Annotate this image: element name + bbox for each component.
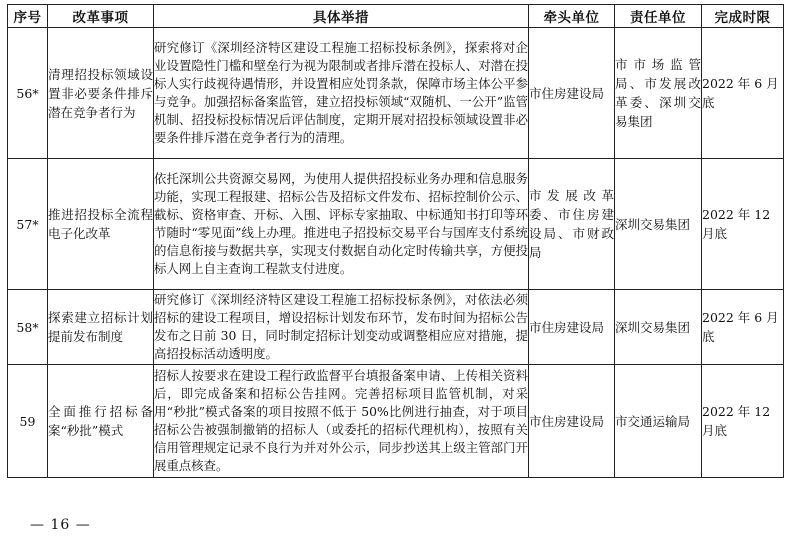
responsible-unit: 市交通运输局	[615, 365, 702, 478]
header-responsible: 责任单位	[615, 5, 702, 28]
row-number: 56*	[8, 28, 48, 159]
lead-unit: 市住房建设局	[529, 28, 615, 159]
deadline: 2022 年 12 月底	[702, 365, 784, 478]
specific-measure: 研究修订《深圳经济特区建设工程施工招标投标条例》，探索将对企业设置隐性门槛和壁垒行为视为限制或者排斥潜在投标人、对潜在投标人实行歧视待遇情形，并设置相应处罚条款，保障市场主体公平参与竞争。加强招标备案监管，建立招投标领域“双随机、一公开”监管机制、招投标投标情况后评估制度，定期开展对招投标领域设置非必要条件排斥潜在竞争者行为的清理。	[154, 28, 529, 159]
row-number: 57*	[8, 159, 48, 290]
reform-item: 清理招投标领域设置非必要条件排斥潜在竞争者行为	[48, 28, 154, 159]
table-header-row	[8, 5, 784, 28]
specific-measure: 招标人按要求在建设工程行政监督平台填报备案申请、上传相关资料后，即完成备案和招标公告挂网。完善招标项目监管机制，对采用“秒批”模式备案的项目按照不低于 50%比例进行抽查，对于项目招标公告被强制撤销的招标人（或委托的招标代理机构），按照有关信用管理规定记录不良行为并对外公示，同步抄送其上级主管部门开展重点核查。	[154, 365, 529, 478]
header-deadline: 完成时限	[702, 5, 784, 28]
header-lead: 牵头单位	[529, 5, 615, 28]
header-item: 改革事项	[48, 5, 154, 28]
table-row	[8, 28, 784, 159]
reform-item: 推进招投标全流程电子化改革	[48, 159, 154, 290]
lead-unit: 市住房建设局	[529, 365, 615, 478]
responsible-unit: 深圳交易集团	[615, 290, 702, 365]
reform-item: 探索建立招标计划提前发布制度	[48, 290, 154, 365]
responsible-unit: 深圳交易集团	[615, 159, 702, 290]
responsible-unit: 市市场监管局、市发展改革委、深圳交易集团	[615, 28, 702, 159]
deadline: 2022 年 12 月底	[702, 159, 784, 290]
reform-measures-table	[7, 4, 784, 478]
row-number: 58*	[8, 290, 48, 365]
table-row	[8, 290, 784, 365]
reform-item: 全面推行招标备案“秒批”模式	[48, 365, 154, 478]
lead-unit: 市住房建设局	[529, 290, 615, 365]
specific-measure: 研究修订《深圳经济特区建设工程施工招标投标条例》，对依法必须招标的建设工程项目，增设招标计划发布环节，发布时间为招标公告发布之日前 30 日，同时制定招标计划变动或调整相应应对措施，提高招投标活动透明度。	[154, 290, 529, 365]
specific-measure: 依托深圳公共资源交易网，为使用人提供招投标业务办理和信息服务功能，实现工程报建、招标公告及招标文件发布、招标控制价公示、截标、资格审查、开标、入围、评标专家抽取、中标通知书打印等环节随时“零见面”线上办理。推进电子招投标交易平台与国库支付系统的信息衔接与数据共享，实现支付数据自动化定时传输共享，方便投标人网上自主查询工程款支付进度。	[154, 159, 529, 290]
lead-unit: 市发展改革委、市住房建设局、市财政局	[529, 159, 615, 290]
table-row	[8, 159, 784, 290]
table-row	[8, 365, 784, 478]
row-number: 59	[8, 365, 48, 478]
deadline: 2022 年 6 月底	[702, 290, 784, 365]
header-no: 序号	[8, 5, 48, 28]
deadline: 2022 年 6 月底	[702, 28, 784, 159]
header-measure: 具体举措	[154, 5, 529, 28]
page-number: — 16 —	[30, 517, 91, 533]
